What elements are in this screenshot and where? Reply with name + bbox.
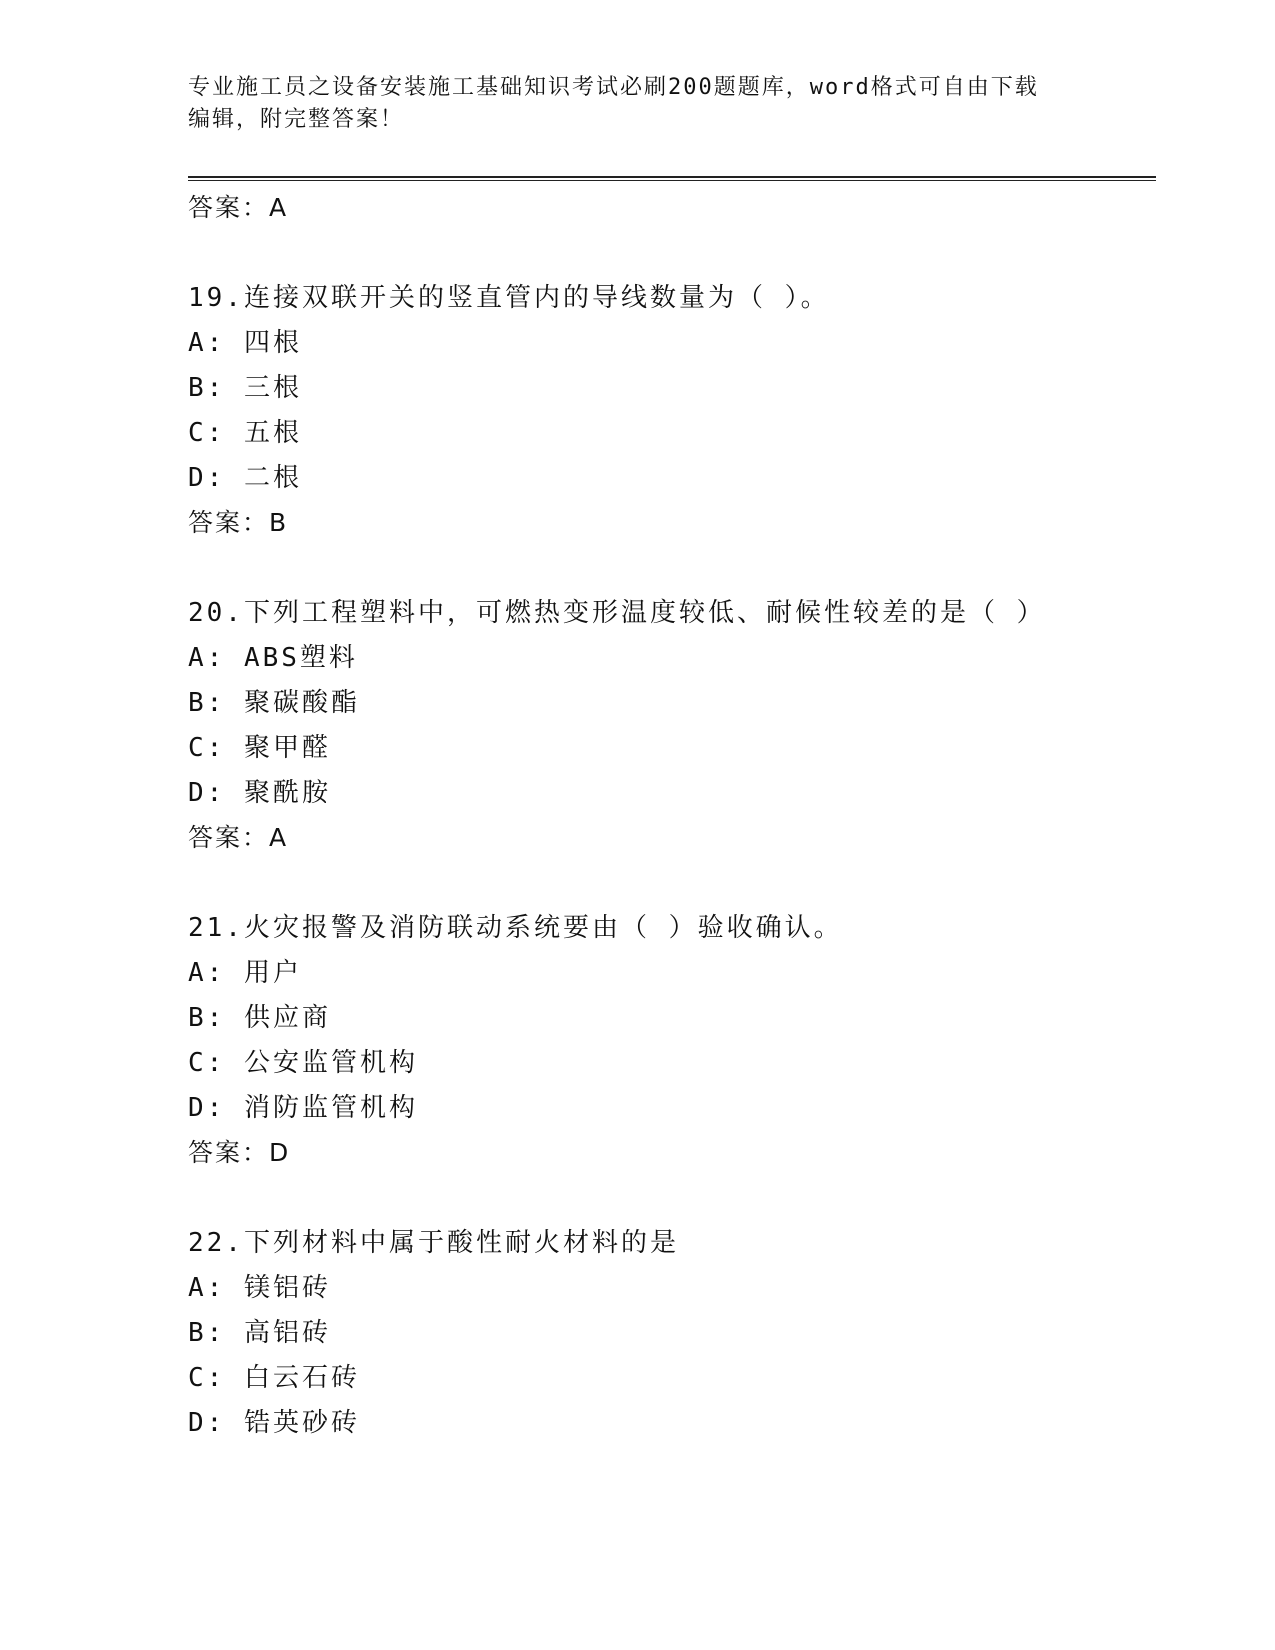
question-22: 22.下列材料中属于酸性耐火材料的是 [188,1228,679,1258]
question-21-option-b: B: 供应商 [188,1003,331,1033]
question-22-option-b: B: 高铝砖 [188,1318,331,1348]
question-20-answer: 答案：A [188,823,289,852]
header-divider [188,176,1156,181]
question-20-option-c: C: 聚甲醛 [188,733,331,763]
answer-prev: 答案：A [188,193,289,222]
question-21-answer: 答案：D [188,1138,291,1167]
question-19: 19.连接双联开关的竖直管内的导线数量为（ ）。 [188,283,830,313]
question-20: 20.下列工程塑料中，可燃热变形温度较低、耐候性较差的是（ ） [188,598,1046,628]
header-line-1: 专业施工员之设备安装施工基础知识考试必刷200题题库，word格式可自由下载 [188,75,1039,100]
question-20-option-a: A: ABS塑料 [188,643,358,673]
question-22-option-c: C: 白云石砖 [188,1363,360,1393]
question-21: 21.火灾报警及消防联动系统要由（ ）验收确认。 [188,913,843,943]
question-19-option-b: B: 三根 [188,373,302,403]
question-19-option-a: A: 四根 [188,328,302,358]
question-19-option-c: C: 五根 [188,418,302,448]
question-20-option-b: B: 聚碳酸酯 [188,688,360,718]
question-22-option-a: A: 镁铝砖 [188,1273,331,1303]
question-19-option-d: D: 二根 [188,463,302,493]
document-header [188,72,1088,136]
header-line-2: 编辑，附完整答案！ [188,107,405,132]
question-19-answer: 答案：B [188,508,289,537]
question-21-option-c: C: 公安监管机构 [188,1048,418,1078]
question-20-option-d: D: 聚酰胺 [188,778,331,808]
question-21-option-a: A: 用户 [188,958,302,988]
question-22-option-d: D: 锆英砂砖 [188,1408,360,1438]
question-21-option-d: D: 消防监管机构 [188,1093,418,1123]
